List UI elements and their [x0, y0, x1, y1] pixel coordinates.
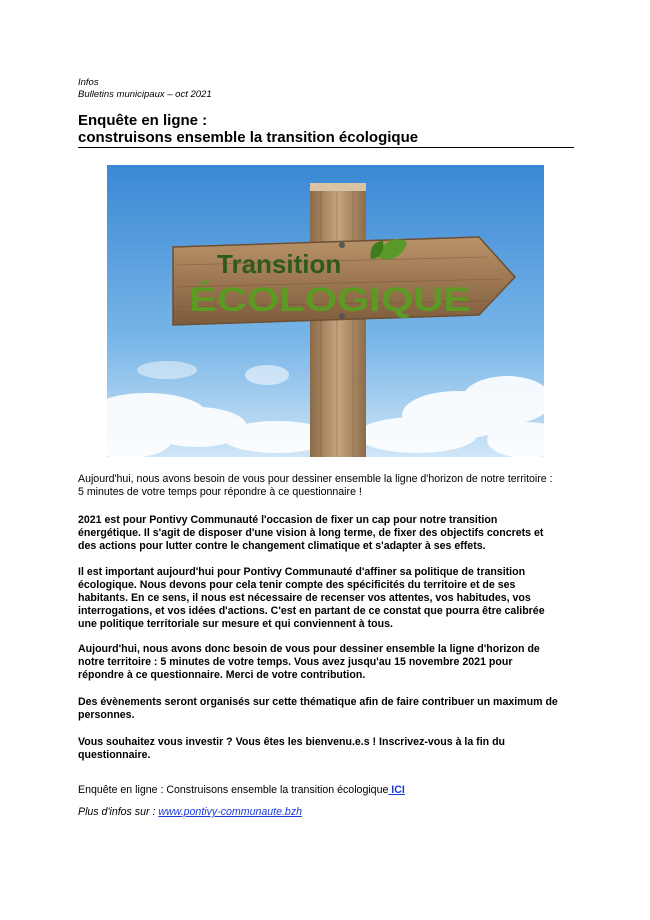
more-info-prefix: Plus d'infos sur : — [78, 806, 159, 818]
paragraph-line: 2021 est pour Pontivy Communauté l'occasion de fixer un cap pour notre transition — [78, 514, 498, 526]
hero-image — [107, 165, 544, 457]
survey-link[interactable]: ICI — [388, 784, 405, 796]
paragraph-deadline — [78, 643, 578, 682]
intro-line: Aujourd'hui, nous avons besoin de vous pour dessiner ensemble la ligne d'horizon de notre territoire : — [78, 473, 553, 485]
paragraph-line: répondre à ce questionnaire. Merci de votre contribution. — [78, 669, 366, 681]
paragraph-line: Il est important aujourd'hui pour Pontivy Communauté d'affiner sa politique de transition — [78, 566, 526, 578]
paragraph-line: écologique. Nous devons pour cela tenir compte des spécificités du territoire et de ses — [78, 579, 516, 591]
header-meta — [78, 77, 212, 101]
paragraph-line: Aujourd'hui, nous avons donc besoin de vous pour dessiner ensemble la ligne d'horizon de — [78, 643, 540, 655]
bulletin-label: Bulletins municipaux – oct 2021 — [78, 89, 212, 100]
paragraph-events — [78, 696, 578, 722]
title-line-1: Enquête en ligne : — [78, 112, 208, 129]
category-label: Infos — [78, 77, 99, 88]
paragraph-signup — [78, 736, 578, 762]
paragraph-line: notre territoire : 5 minutes de votre temps. Vous avez jusqu'au 15 novembre 2021 pour — [78, 656, 513, 668]
paragraph-policy — [78, 566, 578, 631]
website-link[interactable]: www.pontivy-communaute.bzh — [158, 806, 303, 818]
paragraph-line: interrogations, et vos idées d'actions. C'est en partant de ce constat que pourra être calibrée — [78, 605, 545, 617]
sign-text-line-2: ÉCOLOGIQUE — [189, 281, 471, 319]
paragraph-cap — [78, 514, 578, 553]
paragraph-line: énergétique. Il s'agit de disposer d'une vision à long terme, de fixer des objectifs concrets et — [78, 527, 544, 539]
paragraph-line: habitants. En ce sens, il nous est nécessaire de recenser vos attentes, vos habitudes, vos — [78, 592, 531, 604]
paragraph-line: une politique territoriale sur mesure et qui conviennent à tous. — [78, 618, 393, 630]
survey-line — [78, 784, 405, 797]
intro-paragraph — [78, 473, 578, 499]
paragraph-line: Vous souhaitez vous investir ? Vous êtes les bienvenu.e.s ! Inscrivez-vous à la fin du — [78, 736, 506, 748]
title-line-2: construisons ensemble la transition écologique — [78, 129, 419, 146]
paragraph-line: Des évènements seront organisés sur cette thématique afin de faire contribuer un maximum de — [78, 696, 558, 708]
survey-text: Enquête en ligne : Construisons ensemble la transition écologique — [78, 784, 389, 796]
page-title — [78, 112, 574, 148]
more-info-line — [78, 806, 302, 819]
paragraph-line: des actions pour lutter contre le changement climatique et s'adapter à ses effets. — [78, 540, 486, 552]
sign-text-line-1: Transition — [217, 249, 342, 279]
signpost-illustration — [107, 165, 544, 457]
intro-line: 5 minutes de votre temps pour répondre à ce questionnaire ! — [78, 486, 362, 498]
paragraph-line: questionnaire. — [78, 749, 151, 761]
paragraph-line: personnes. — [78, 709, 135, 721]
